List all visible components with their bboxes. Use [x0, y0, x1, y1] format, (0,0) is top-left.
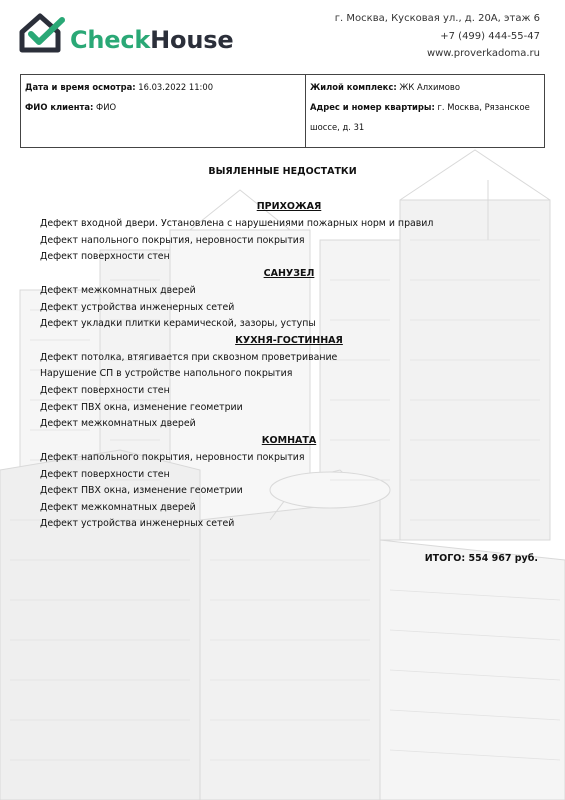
residential-complex-row [310, 77, 540, 97]
defect-item: Дефект укладки плитки керамической, зазоры, уступы [40, 318, 316, 329]
defect-item: Дефект входной двери. Установлена с нарушениями пожарных норм и правил [40, 218, 434, 229]
inspection-info-table [20, 74, 545, 148]
section-title-hallway: ПРИХОЖАЯ [256, 201, 322, 212]
defect-item: Нарушение СП в устройстве напольного покрытия [40, 368, 293, 379]
section-title-bathroom: САНУЗЕЛ [263, 268, 315, 279]
inspection-date-value: 16.03.2022 11:00 [135, 82, 214, 92]
defect-item: Дефект поверхности стен [40, 251, 170, 262]
apartment-address-value: г. Москва, Рязанское шоссе, д. 31 [310, 102, 530, 132]
section-title-kitchen-living: КУХНЯ-ГОСТИННАЯ [235, 335, 343, 346]
defect-item: Дефект ПВХ окна, изменение геометрии [40, 402, 243, 413]
defect-item: Дефект ПВХ окна, изменение геометрии [40, 485, 243, 496]
logo-wordmark [70, 26, 233, 54]
logo-text-house: House [150, 26, 234, 54]
residential-complex-label: Жилой комплекс: [310, 82, 397, 92]
company-contacts [335, 10, 540, 63]
checkhouse-logo[interactable] [18, 12, 258, 58]
defect-item: Дефект межкомнатных дверей [40, 285, 196, 296]
defect-item: Дефект потолка, втягивается при сквозном проветривание [40, 352, 338, 363]
info-right-cell [306, 75, 544, 147]
defect-item: Дефект межкомнатных дверей [40, 418, 196, 429]
client-name-value: ФИО [93, 102, 117, 112]
defect-item: Дефект устройства инженерных сетей [40, 302, 235, 313]
house-check-icon [18, 12, 66, 54]
logo-text-check: Check [70, 26, 151, 54]
inspection-date-row [25, 77, 301, 97]
company-phone[interactable]: +7 (499) 444-55-47 [440, 30, 540, 42]
defect-item: Дефект напольного покрытия, неровности покрытия [40, 235, 305, 246]
defect-item: Дефект поверхности стен [40, 469, 170, 480]
residential-complex-value: ЖК Алхимово [396, 82, 460, 92]
apartment-address-row [310, 97, 540, 137]
defect-item: Дефект поверхности стен [40, 385, 170, 396]
client-name-row [25, 97, 301, 117]
company-address: г. Москва, Кусковая ул., д. 20А, этаж 6 [334, 13, 540, 24]
defect-item: Дефект напольного покрытия, неровности покрытия [40, 452, 305, 463]
defects-title: ВЫЯЛЕННЫЕ НЕДОСТАТКИ [208, 166, 357, 177]
total-amount: ИТОГО: 554 967 руб. [424, 553, 538, 564]
defect-item: Дефект межкомнатных дверей [40, 502, 196, 513]
section-title-room: КОМНАТА [261, 435, 317, 446]
client-name-label: ФИО клиента: [25, 102, 94, 112]
inspection-date-label: Дата и время осмотра: [25, 82, 136, 92]
info-left-cell [21, 75, 306, 147]
company-website[interactable]: www.proverkadoma.ru [426, 48, 540, 59]
defect-item: Дефект устройства инженерных сетей [40, 518, 235, 529]
apartment-address-label: Адрес и номер квартиры: [310, 102, 435, 112]
